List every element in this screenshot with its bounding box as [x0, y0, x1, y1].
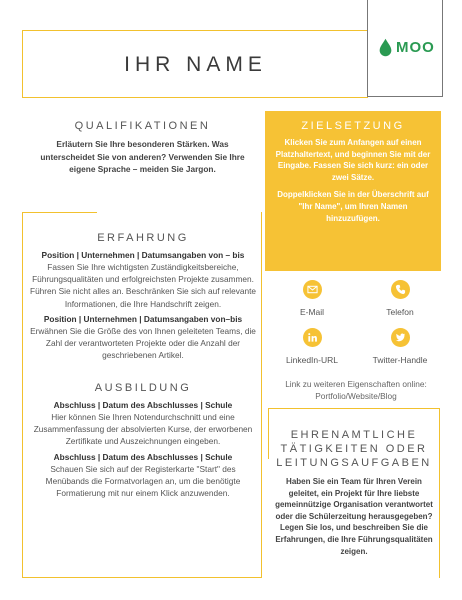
education-degree-2[interactable]: Abschluss | Datum des Abschlusses | Schule [53, 451, 233, 462]
education-degree-1[interactable]: Abschluss | Datum des Abschlusses | Schule [53, 400, 233, 410]
objective-section [265, 111, 441, 271]
experience-role-2[interactable]: Position | Unternehmen | Datumsangaben von–bis [43, 313, 243, 324]
objective-heading: ZIELSETZUNG [301, 120, 405, 132]
border-left-segment [268, 409, 269, 459]
online-link-text[interactable]: Link zu weiteren Eigenschaften online: Portfolio/Website/Blog [285, 379, 427, 401]
education-section [30, 382, 256, 502]
twitter-label: Twitter-Handle [372, 355, 428, 365]
email-icon [303, 280, 322, 299]
resume-name[interactable]: IHR NAME [124, 53, 267, 76]
contact-phone[interactable] [356, 280, 444, 317]
volunteer-section [272, 428, 436, 557]
drop-icon [378, 38, 393, 57]
twitter-icon [391, 328, 410, 347]
contact-linkedin[interactable] [268, 328, 356, 365]
logo-box [367, 0, 443, 97]
contact-twitter[interactable] [356, 328, 444, 365]
experience-role-1[interactable]: Position | Unternehmen | Datumsangaben von – bis [41, 250, 245, 260]
moo-logo-text: MOO [396, 39, 435, 56]
experience-desc-1[interactable]: Fassen Sie Ihre wichtigsten Zuständigkeitsbereiche, Führungsqualitäten und erfolgreichsten Projekte zusammen. Führen Sie nicht alles an. Beschränken Sie sich auf relevante Informationen, die Ihre Handschrift zeigen. [30, 262, 256, 309]
education-desc-1[interactable]: Hier können Sie Ihren Notendurchschnitt und eine Zusammenfassung der absolvierten Kurse, der erworbenen Zertifikate und Auszeichnungen eingeben. [33, 412, 253, 447]
education-heading: AUSBILDUNG [94, 382, 192, 394]
objective-paragraph-1[interactable]: Klicken Sie zum Anfangen auf einen Platzhaltertext, und beginnen Sie mit der Eingabe. Fassen Sie sich kurz: ein oder zwei Sätze. [275, 138, 431, 182]
education-desc-2[interactable]: Schauen Sie sich auf der Registerkarte "Start" des Menübands die Formatvorlagen an, um die benötigte Formatierung mit nur einem Klick anzuwenden. [45, 463, 241, 499]
linkedin-icon [303, 328, 322, 347]
name-box [22, 30, 368, 98]
volunteer-text[interactable]: Haben Sie ein Team für Ihren Verein geleitet, ein Projekt für Ihre liebste gemeinnützige Organisation verantwortet oder die Schülerzeitung herausgegeben? Legen Sie los, und beschreiben Sie die Erfahrungen, die Ihre Führungsqualitäten zeigen. [275, 477, 433, 556]
qualifications-section [30, 120, 255, 176]
qualifications-heading: QUALIFIKATIONEN [74, 120, 211, 132]
phone-label: Telefon [386, 307, 414, 317]
border-left-segment [22, 212, 23, 578]
experience-section [30, 232, 256, 364]
linkedin-label: LinkedIn-URL [286, 355, 338, 365]
qualifications-text[interactable]: Erläutern Sie Ihre besonderen Stärken. Was unterscheidet Sie von anderen? Verwenden Sie Ihre eigene Sprache – meiden Sie Jargon. [40, 139, 245, 174]
volunteer-heading: EHRENAMTLICHE TÄTIGKEITEN ODER LEITUNGSAUFGABEN [276, 429, 432, 469]
phone-icon [391, 280, 410, 299]
email-label: E-Mail [299, 307, 325, 317]
experience-heading: ERFAHRUNG [97, 232, 189, 244]
border-top-segment [22, 212, 97, 213]
objective-paragraph-2[interactable]: Doppelklicken Sie in der Überschrift auf "Ihr Name", um Ihren Namen hinzuzufügen. [277, 190, 429, 223]
experience-desc-2[interactable]: Erwähnen Sie die Größe des von Ihnen geleiteten Teams, die Zahl der verantworteten Projekte oder die Anzahl der geschriebenen Artikel. [30, 325, 256, 361]
moo-logo [378, 38, 435, 57]
contact-email[interactable] [268, 280, 356, 317]
